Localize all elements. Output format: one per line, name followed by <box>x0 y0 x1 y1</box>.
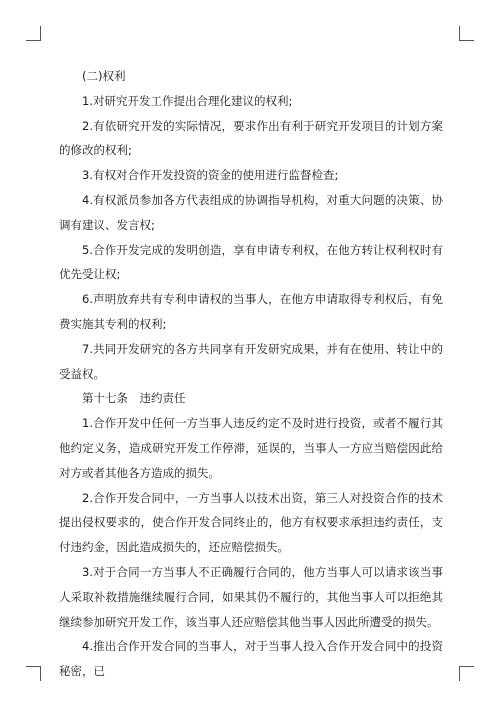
crop-mark-bottom-right <box>459 666 474 681</box>
rights-item-7: 7.共同开发研究的各方共同享有开发研究成果，并有在使用、转让中的受益权。 <box>59 341 443 381</box>
rights-item-6: 6.声明放弃共有专利申请权的当事人，在他方申请取得专利权后，有免费实施其专利的权利; <box>59 292 443 331</box>
crop-mark-top-right <box>459 26 474 41</box>
crop-mark-bottom-left <box>26 666 41 681</box>
rights-item-3: 3.有权对合作开发投资的资金的使用进行监督检查; <box>82 168 339 183</box>
rights-item-2: 2.有依研究开发的实际情况，要求作出有利于研究开发项目的计划方案的修改的权利; <box>59 118 443 158</box>
liability-item-4: 4.推出合作开发合同的当事人，对于当事人投入合作开发合同中的投资秘密，已 <box>59 639 443 679</box>
document-body <box>59 64 443 684</box>
liability-item-2: 2.合作开发合同中，一方当事人以技术出资，第三人对投资合作的技术提出侵权要求的，使合作开发合同终止的，他方有权要求承担违约责任，支付违约金，因此造成损失的，还应赔偿损失。 <box>59 490 443 555</box>
liability-item-3: 3.对于合同一方当事人不正确履行合同的，他方当事人可以请求该当事人采取补救措施继续履行合同，如果其仍不履行的，其他当事人可以拒绝其继续参加研究开发工作，该当事人还应赔偿其他当事人因此所遭受的损失。 <box>59 564 443 629</box>
rights-item-1: 1.对研究开发工作提出合理化建议的权利; <box>82 93 293 108</box>
liability-item-1: 1.合作开发中任何一方当事人违反约定不及时进行投资，或者不履行其他约定义务，造成研究开发工作停滞，延误的，当事人一方应当赔偿因此给对方或者其他各方造成的损失。 <box>59 416 443 480</box>
rights-heading: (二)权利 <box>82 69 126 83</box>
rights-item-5: 5.合作开发完成的发明创造，享有申请专利权，在他方转让权利权时有优先受让权; <box>59 242 443 282</box>
rights-item-4: 4.有权派员参加各方代表组成的协调指导机构，对重大问题的决策、协调有建议、发言权; <box>59 192 443 232</box>
crop-mark-top-left <box>26 26 41 41</box>
article-heading: 第十七条 违约责任 <box>82 391 186 406</box>
